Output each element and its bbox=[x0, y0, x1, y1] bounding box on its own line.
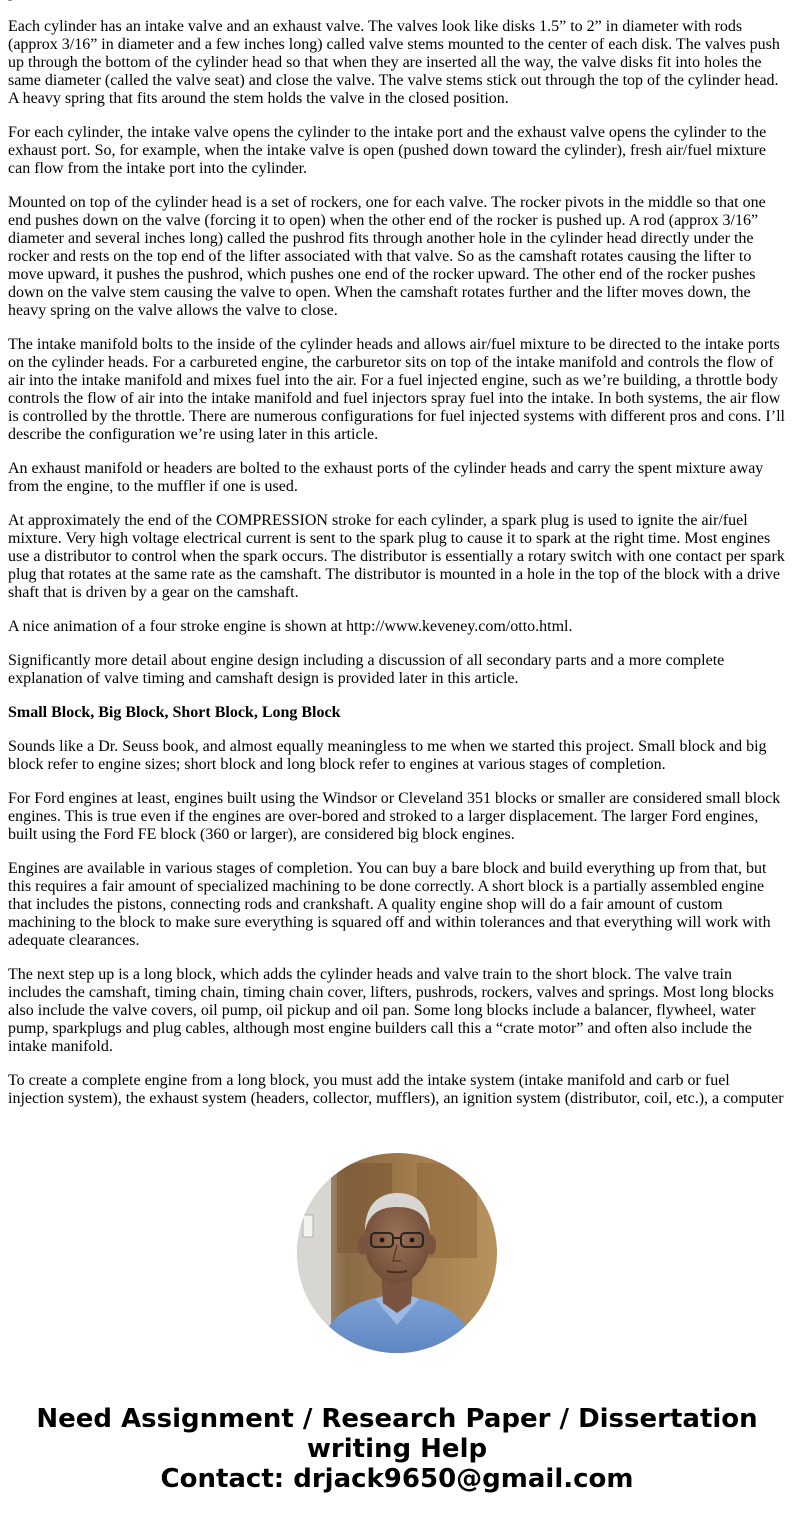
paragraph: An exhaust manifold or headers are bolted to the exhaust ports of the cylinder heads and carry the spent mixture away from the engine, to the muffler if one is used. bbox=[8, 460, 764, 495]
section-heading: Small Block, Big Block, Short Block, Long Block bbox=[8, 704, 341, 721]
paragraph: The next step up is a long block, which adds the cylinder heads and valve train to the short block. The valve train includes the camshaft, timing chain, timing chain cover, lifters, pushrods, rockers, valves and springs. Most long blocks also include the valve covers, oil pump, oil pickup and oil pan. Some long blocks include a balancer, flywheel, water pump, sparkplugs and plug cables, although most engine builders call this a “crate motor” and often also include the intake manifold. bbox=[8, 966, 774, 1055]
paragraph: Engines are available in various stages of completion. You can buy a bare block and build everything up from that, but this requires a fair amount of specialized machining to be done correctly. A short block is a partially assembled engine that includes the pistons, connecting rods and crankshaft. A quality engine shop will do a fair amount of custom machining to the block to make sure everything is squared off and within tolerances and that everything will work with adequate clearances. bbox=[8, 860, 771, 949]
paragraph: Mounted on top of the cylinder head is a set of rockers, one for each valve. The rocker pivots in the middle so that one end pushes down on the valve (forcing it to open) when the other end of the rocker is pushed up. A rod (approx 3/16” diameter and several inches long) called the pushrod fits through another hole in the cylinder head directly under the rocker and rests on the top end of the lifter associated with that valve. So as the camshaft rotates causing the lifter to move upward, it pushes the pushrod, which pushes one end of the rocker upward. The other end of the rocker pushes down on the valve stem causing the valve to open. When the camshaft rotates further and the lifter moves down, the heavy spring on the valve allows the valve to close. bbox=[8, 194, 766, 319]
paragraph: Each cylinder has an intake valve and an exhaust valve. The valves look like disks 1.5” to 2” in diameter with rods (approx 3/16” in diameter and a few inches long) called valve stems mounted to the center of each disk. The valves push up through the bottom of the cylinder head so that when they are inserted all the way, the valve disks fit into holes the same diameter (called the valve seat) and close the valve. The valve stems stick out through the top of the cylinder head. A heavy spring that fits around the stem holds the valve in the closed position. bbox=[8, 18, 780, 107]
cta-contact-email: Contact: drjack9650@gmail.com bbox=[160, 1464, 634, 1494]
paragraph bbox=[8, 0, 786, 2]
paragraph: To create a complete engine from a long block, you must add the intake system (intake manifold and carb or fuel injection system), the exhaust system (headers, collector, mufflers), an ignition system (distributor, coil, etc.), a computer bbox=[8, 1072, 784, 1107]
paragraph: At approximately the end of the COMPRESSION stroke for each cylinder, a spark plug is used to ignite the air/fuel mixture. Very high voltage electrical current is sent to the spark plug to cause it to spark at the right time. Most engines use a distributor to control when the spark occurs. The distributor is essentially a rotary switch with one contact per spark plug that rotates at the same rate as the camshaft. The distributor is mounted in a hole in the top of the block with a drive shaft that is driven by a gear on the camshaft. bbox=[8, 512, 785, 601]
article-body bbox=[8, 0, 786, 1124]
cta-line-2: writing Help bbox=[306, 1434, 488, 1464]
paragraph: A nice animation of a four stroke engine is shown at http://www.keveney.com/otto.html. bbox=[8, 618, 573, 635]
paragraph: Significantly more detail about engine design including a discussion of all secondary parts and a more complete explanation of valve timing and camshaft design is provided later in this article. bbox=[8, 652, 725, 687]
paragraph: Sounds like a Dr. Seuss book, and almost equally meaningless to me when we started this project. Small block and big block refer to engine sizes; short block and long block refer to engines at various stages of completion. bbox=[8, 738, 767, 773]
avatar bbox=[297, 1153, 497, 1353]
paragraph: The intake manifold bolts to the inside of the cylinder heads and allows air/fuel mixture to be directed to the intake ports on the cylinder heads. For a carbureted engine, the carburetor sits on top of the intake manifold and controls the flow of air into the intake manifold and mixes fuel into the air. For a fuel injected engine, such as we’re building, a throttle body controls the flow of air into the intake manifold and fuel injectors spray fuel into the intake. In both systems, the air flow is controlled by the throttle. There are numerous configurations for fuel injected systems with different pros and cons. I’ll describe the configuration we’re using later in this article. bbox=[8, 336, 785, 443]
paragraph: For each cylinder, the intake valve opens the cylinder to the intake port and the exhaust valve opens the cylinder to the exhaust port. So, for example, when the intake valve is open (pushed down toward the cylinder), fresh air/fuel mixture can flow from the intake port into the cylinder. bbox=[8, 124, 767, 177]
contact-banner bbox=[0, 1404, 794, 1494]
paragraph: For Ford engines at least, engines built using the Windsor or Cleveland 351 blocks or smaller are considered small block engines. This is true even if the engines are over-bored and stroked to a larger displacement. The larger Ford engines, built using the Ford FE block (360 or larger), are considered big block engines. bbox=[8, 790, 781, 843]
avatar-photo bbox=[297, 1153, 497, 1353]
cta-line-1: Need Assignment / Research Paper / Dissertation bbox=[36, 1404, 758, 1434]
